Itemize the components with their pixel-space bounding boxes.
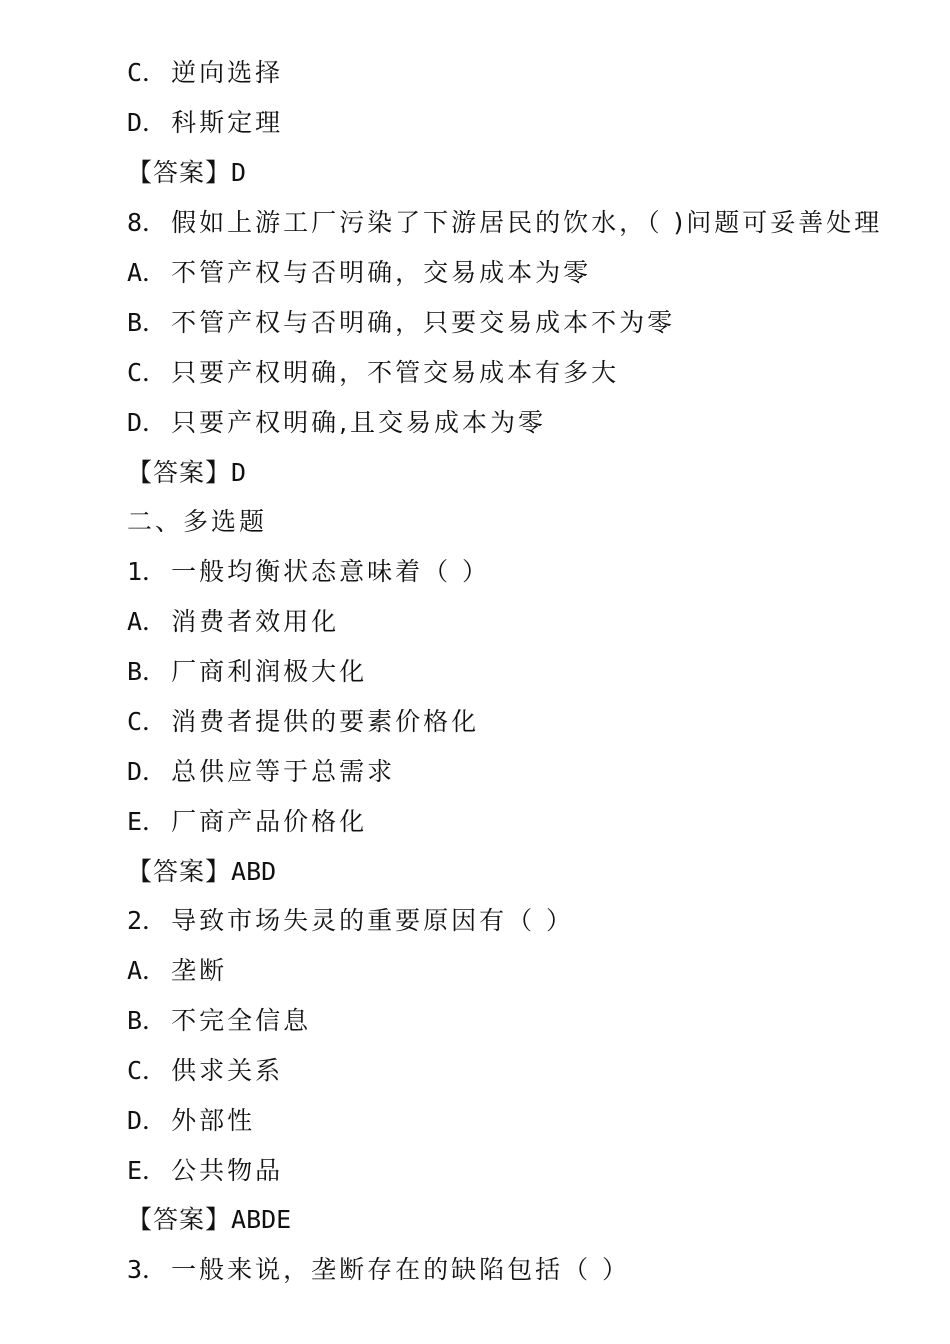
section-title: 二、多选题: [127, 507, 268, 536]
answer-line: [127, 153, 246, 193]
option-text: 不管产权与否明确，只要交易成本不为零: [171, 308, 676, 337]
section-heading: [127, 502, 267, 542]
option-line: [127, 752, 395, 792]
option-line: [127, 103, 283, 143]
answer-label: 【答案】: [127, 1205, 232, 1234]
option-line: [127, 353, 619, 393]
option-line: [127, 1051, 283, 1091]
option-mark: A．: [127, 607, 168, 636]
option-line: [127, 303, 675, 343]
option-mark: D．: [127, 408, 168, 437]
answer-value: ABD: [231, 857, 277, 886]
option-text: 供求关系: [171, 1056, 284, 1085]
option-text: 厂商产品价格化: [171, 807, 368, 836]
option-mark: E．: [127, 807, 168, 836]
question-text: 一般均衡状态意味着（ ）: [171, 557, 491, 586]
question-text: 假如上游工厂污染了下游居民的饮水，（ )问题可妥善处理: [171, 208, 883, 237]
option-text: 只要产权明确,且交易成本为零: [171, 408, 547, 437]
option-line: [127, 253, 591, 293]
option-mark: A．: [127, 956, 168, 985]
option-line: [127, 951, 227, 991]
option-mark: D．: [127, 108, 168, 137]
option-line: [127, 1151, 283, 1191]
answer-value: D: [231, 158, 247, 187]
question-number: 2．: [127, 906, 168, 935]
option-text: 公共物品: [171, 1156, 284, 1185]
option-mark: D．: [127, 757, 168, 786]
option-mark: B．: [127, 657, 168, 686]
option-line: [127, 1101, 255, 1141]
answer-label: 【答案】: [127, 857, 232, 886]
question-line: [127, 1250, 630, 1290]
answer-line: [127, 852, 276, 892]
option-line: [127, 1001, 311, 1041]
answer-label: 【答案】: [127, 158, 232, 187]
option-mark: E．: [127, 1156, 168, 1185]
option-mark: A．: [127, 258, 168, 287]
option-line: [127, 53, 283, 93]
option-text: 科斯定理: [171, 108, 284, 137]
option-text: 只要产权明确，不管交易成本有多大: [171, 358, 620, 387]
answer-line: [127, 1200, 291, 1240]
option-mark: D．: [127, 1106, 168, 1135]
question-number: 3．: [127, 1255, 168, 1284]
question-text: 一般来说，垄断存在的缺陷包括（ ）: [171, 1255, 631, 1284]
question-text: 导致市场失灵的重要原因有（ ）: [171, 906, 575, 935]
option-line: [127, 652, 367, 692]
option-mark: B．: [127, 308, 168, 337]
option-mark: C．: [127, 707, 168, 736]
option-text: 外部性: [171, 1106, 256, 1135]
option-text: 不完全信息: [171, 1006, 312, 1035]
option-mark: B．: [127, 1006, 168, 1035]
option-text: 逆向选择: [171, 58, 284, 87]
question-number: 1．: [127, 557, 168, 586]
question-line: [127, 901, 574, 941]
option-mark: C．: [127, 58, 168, 87]
question-line: [127, 203, 882, 243]
option-text: 垄断: [171, 956, 228, 985]
option-text: 不管产权与否明确，交易成本为零: [171, 258, 592, 287]
answer-value: ABDE: [231, 1205, 292, 1234]
question-line: [127, 552, 490, 592]
option-mark: C．: [127, 1056, 168, 1085]
option-text: 消费者效用化: [171, 607, 340, 636]
answer-line: [127, 453, 246, 493]
option-line: [127, 802, 367, 842]
question-number: 8．: [127, 208, 168, 237]
option-line: [127, 702, 479, 742]
option-line: [127, 602, 339, 642]
answer-value: D: [231, 458, 247, 487]
option-mark: C．: [127, 358, 168, 387]
option-text: 厂商利润极大化: [171, 657, 368, 686]
option-line: [127, 403, 546, 443]
answer-label: 【答案】: [127, 458, 232, 487]
option-text: 总供应等于总需求: [171, 757, 396, 786]
option-text: 消费者提供的要素价格化: [171, 707, 480, 736]
